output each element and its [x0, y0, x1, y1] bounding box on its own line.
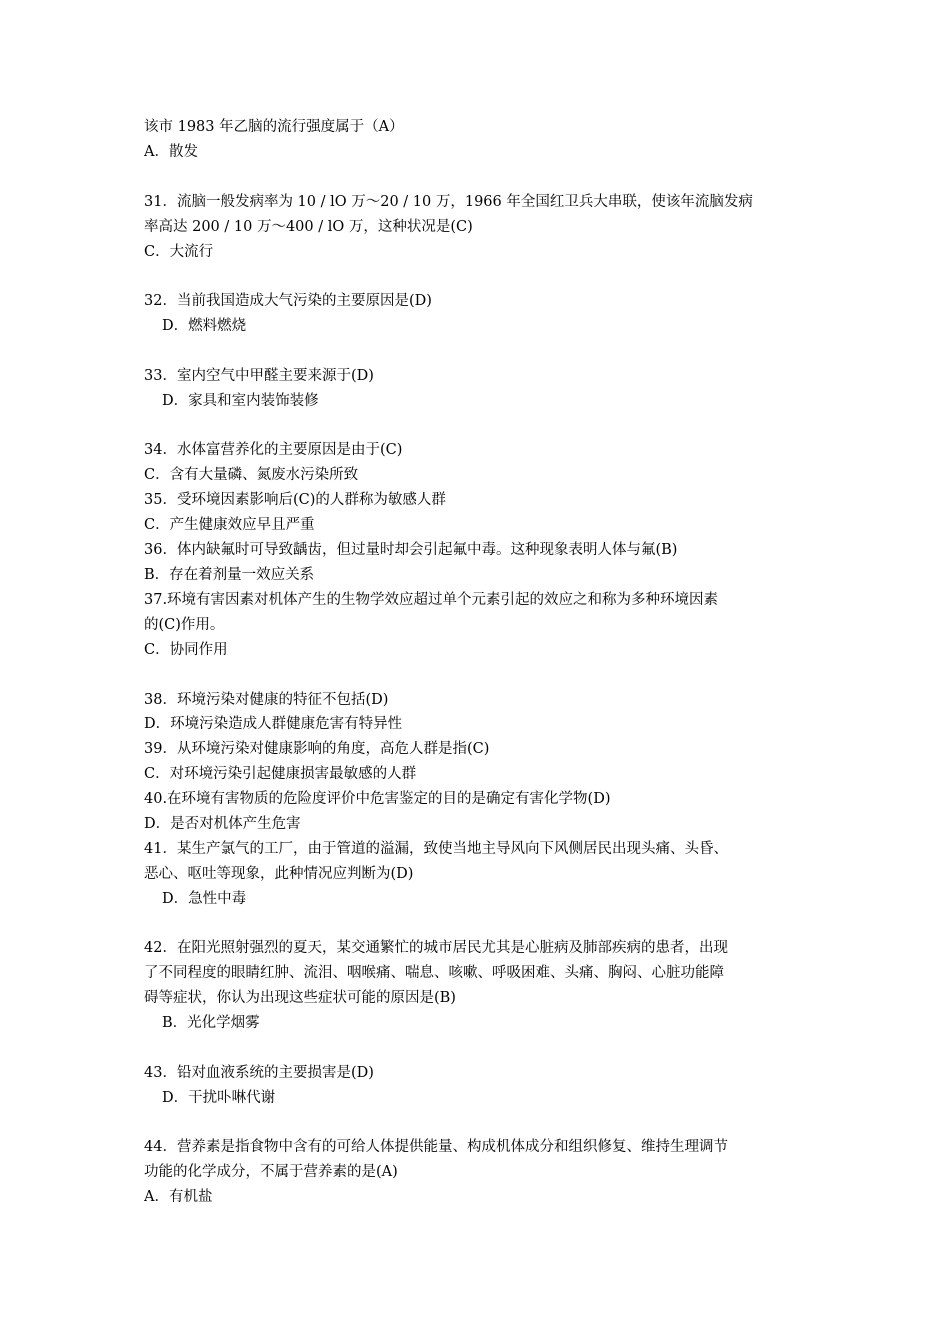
- question-32: 32．当前我国造成大气污染的主要原因是(D): [144, 293, 432, 309]
- answer-39: C．对环境污染引起健康损害最敏感的人群: [144, 766, 417, 782]
- question-40: 40.在环境有害物质的危险度评价中危害鉴定的目的是确定有害化学物(D): [144, 791, 611, 807]
- answer-42: B．光化学烟雾: [162, 1015, 260, 1031]
- answer-31: C．大流行: [144, 244, 214, 260]
- answer-34: C．含有大量磷、氮废水污染所致: [144, 467, 359, 483]
- question-37: 37.环境有害因素对机体产生的生物学效应超过单个元素引起的效应之和称为多种环境因素: [144, 592, 719, 608]
- answer-37: C．协同作用: [144, 642, 228, 658]
- question-33: 33．室内空气中甲醛主要来源于(D): [144, 368, 374, 384]
- answer-38: D．环境污染造成人群健康危害有特异性: [144, 716, 403, 732]
- question-35: 35．受环境因素影响后(C)的人群称为敏感人群: [144, 492, 446, 508]
- question-39: 39．从环境污染对健康影响的角度，高危人群是指(C): [144, 741, 490, 757]
- answer-32: D．燃料燃烧: [162, 318, 247, 334]
- answer-44: A．有机盐: [144, 1189, 213, 1205]
- answer-35: C．产生健康效应早且严重: [144, 517, 315, 533]
- text-line: 该市 1983 年乙脑的流行强度属于（A）: [144, 119, 404, 135]
- question-36: 36．体内缺氟时可导致龋齿，但过量时却会引起氟中毒。这种现象表明人体与氟(B): [144, 542, 678, 558]
- answer-36: B．存在着剂量一效应关系: [144, 567, 315, 583]
- text-line: 碍等症状，你认为出现这些症状可能的原因是(B): [144, 990, 456, 1006]
- answer-line: A．散发: [144, 144, 198, 160]
- answer-40: D．是否对机体产生危害: [144, 816, 301, 832]
- question-31: 31．流脑一般发病率为 10 / lO 万～20 / 10 万，1966 年全国红卫兵大串联，使该年流脑发病: [144, 194, 753, 210]
- text-line: 功能的化学成分，不属于营养素的是(A): [144, 1164, 398, 1180]
- question-42: 42．在阳光照射强烈的夏天，某交通繁忙的城市居民尤其是心脏病及肺部疾病的患者，出现: [144, 940, 728, 956]
- question-43: 43．铅对血液系统的主要损害是(D): [144, 1065, 374, 1081]
- text-line: 恶心、呕吐等现象，此种情况应判断为(D): [144, 866, 414, 882]
- answer-33: D．家具和室内装饰装修: [162, 393, 319, 409]
- text-line: 了不同程度的眼睛红肿、流泪、咽喉痛、喘息、咳嗽、呼吸困难、头痛、胸闷、心脏功能障: [144, 965, 724, 981]
- question-44: 44．营养素是指食物中含有的可给人体提供能量、构成机体成分和组织修复、维持生理调节: [144, 1139, 728, 1155]
- question-38: 38．环境污染对健康的特征不包括(D): [144, 692, 389, 708]
- text-line: 率高达 200 / 10 万～400 / lO 万，这种状况是(C): [144, 219, 473, 235]
- answer-41: D．急性中毒: [162, 891, 247, 907]
- text-line: 的(C)作用。: [144, 617, 225, 633]
- question-34: 34．水体富营养化的主要原因是由于(C): [144, 442, 403, 458]
- question-41: 41．某生产氯气的工厂，由于管道的溢漏，致使当地主导风向下风侧居民出现头痛、头昏、: [144, 841, 728, 857]
- answer-43: D．干扰卟啉代谢: [162, 1090, 276, 1106]
